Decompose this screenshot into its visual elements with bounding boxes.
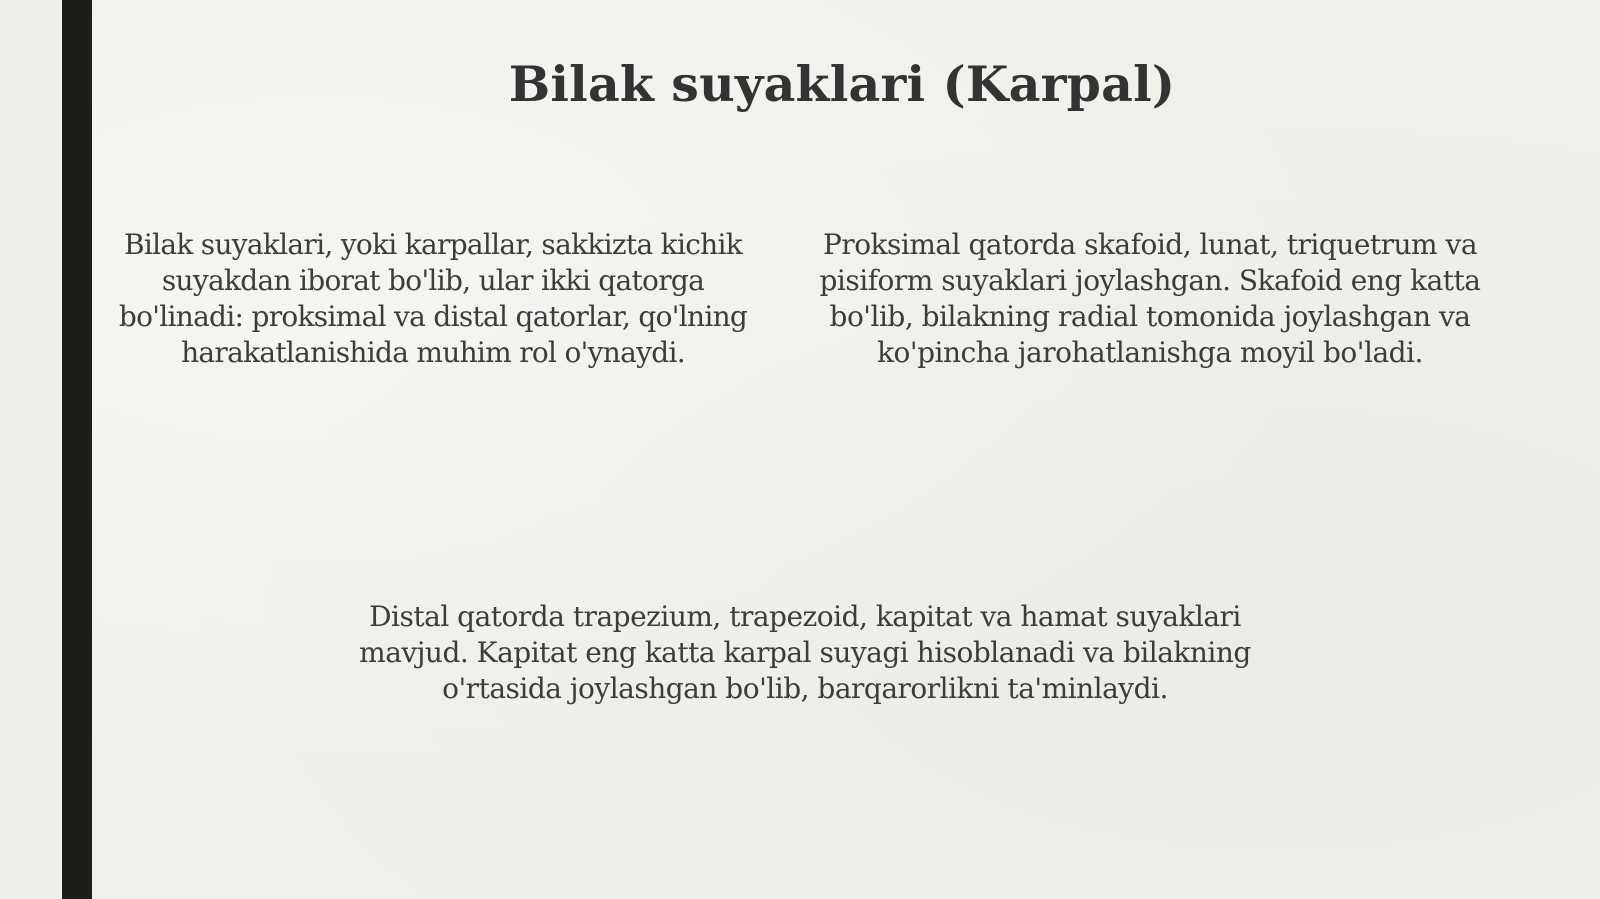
slide-title: Bilak suyaklari (Karpal) — [508, 55, 1176, 113]
slide-accent-bar — [62, 0, 92, 899]
slide-left-margin — [0, 0, 62, 899]
paragraph-distal-row: Distal qatorda trapezium, trapezoid, kapitat va hamat suyaklari mavjud. Kapitat eng katta karpal suyagi hisoblanadi va bilakning o'rtasida joylashgan bo'lib, barqarorlikni ta'minlaydi. — [359, 600, 1251, 705]
paragraph-carpal-overview: Bilak suyaklari, yoki karpallar, sakkizta kichik suyakdan iborat bo'lib, ular ikki qatorga bo'linadi: proksimal va distal qatorlar, qo'lning harakatlanishida muhim rol o'ynaydi. — [118, 228, 748, 369]
paragraph-proximal-row: Proksimal qatorda skafoid, lunat, triquetrum va pisiform suyaklari joylashgan. Skafoid eng katta bo'lib, bilakning radial tomonida joylashgan va ko'pincha jarohatlanishga moyil bo'ladi. — [819, 228, 1481, 369]
